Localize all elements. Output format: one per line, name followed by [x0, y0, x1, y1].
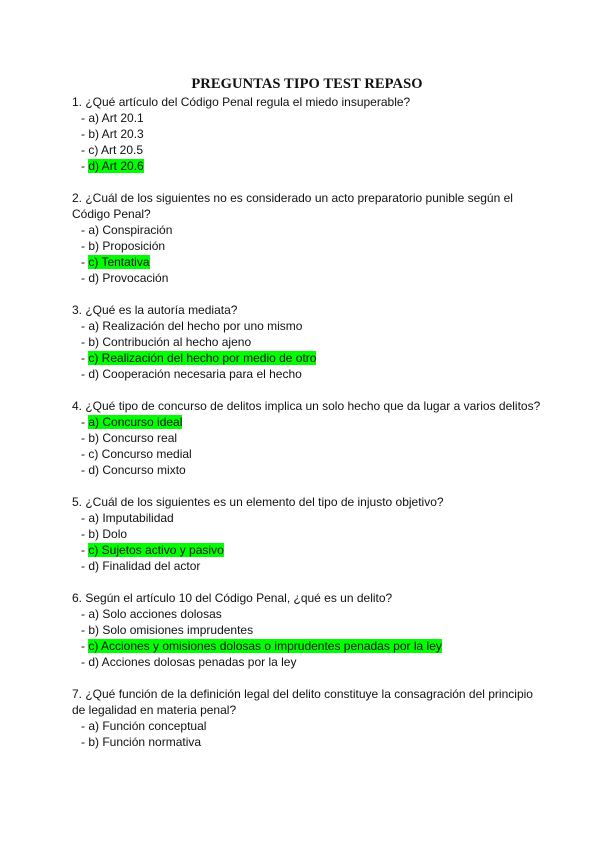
answer-option: [72, 542, 542, 558]
option-dash: -: [81, 623, 89, 637]
option-text: a) Imputabilidad: [88, 511, 174, 525]
option-dash: -: [81, 223, 89, 237]
question-3: [72, 302, 542, 382]
option-dash: -: [81, 543, 89, 557]
option-text: a) Realización del hecho por uno mismo: [88, 319, 303, 333]
option-dash: -: [81, 239, 89, 253]
option-dash: -: [81, 735, 89, 749]
question-list: [72, 94, 542, 750]
document-title: PREGUNTAS TIPO TEST REPASO: [191, 76, 423, 92]
option-dash: -: [81, 127, 89, 141]
correct-answer-highlight: c) Realización del hecho por medio de otro: [88, 351, 317, 365]
answer-option: [72, 350, 542, 366]
document-page: [72, 76, 542, 766]
correct-answer-highlight: c) Tentativa: [88, 255, 150, 269]
answer-option: [72, 222, 542, 238]
question-text: 6. Según el artículo 10 del Código Penal, ¿qué es un delito?: [72, 591, 393, 605]
answer-options: [72, 718, 542, 750]
answer-option: [72, 318, 542, 334]
question-text: 4. ¿Qué tipo de concurso de delitos implica un solo hecho que da lugar a varios delitos?: [72, 399, 541, 413]
correct-answer-highlight: d) Art 20.6: [88, 159, 144, 173]
option-text: c) Concurso medial: [88, 447, 192, 461]
option-dash: -: [81, 335, 89, 349]
option-text: b) Dolo: [88, 527, 128, 541]
answer-option: [72, 334, 542, 350]
answer-options: [72, 110, 542, 174]
option-dash: -: [81, 655, 89, 669]
answer-options: [72, 318, 542, 382]
answer-option: [72, 254, 542, 270]
question-6: [72, 590, 542, 670]
option-text: d) Finalidad del actor: [88, 559, 201, 573]
option-dash: -: [81, 367, 89, 381]
option-text: b) Concurso real: [88, 431, 178, 445]
question-4: [72, 398, 542, 478]
answer-option: [72, 654, 542, 670]
option-text: a) Función conceptual: [88, 719, 207, 733]
question-text: 2. ¿Cuál de los siguientes no es considerado un acto preparatorio punible según el Código Penal?: [72, 191, 513, 221]
answer-options: [72, 414, 542, 478]
answer-option: [72, 638, 542, 654]
answer-option: [72, 414, 542, 430]
option-dash: -: [81, 607, 89, 621]
answer-option: [72, 142, 542, 158]
answer-option: [72, 430, 542, 446]
option-dash: -: [81, 527, 89, 541]
question-text: 1. ¿Qué artículo del Código Penal regula el miedo insuperable?: [72, 95, 411, 109]
answer-option: [72, 366, 542, 382]
option-dash: -: [81, 431, 89, 445]
option-dash: -: [81, 511, 89, 525]
option-dash: -: [81, 255, 89, 269]
answer-option: [72, 718, 542, 734]
answer-option: [72, 606, 542, 622]
question-2: [72, 190, 542, 286]
option-text: d) Cooperación necesaria para el hecho: [88, 367, 302, 381]
option-dash: -: [81, 351, 89, 365]
question-text: 7. ¿Qué función de la definición legal del delito constituye la consagración del principio de legalidad en materia penal?: [72, 687, 533, 717]
option-dash: -: [81, 447, 89, 461]
option-text: a) Art 20.1: [88, 111, 144, 125]
correct-answer-highlight: c) Acciones y omisiones dolosas o imprudentes penadas por la ley: [88, 639, 442, 653]
option-dash: -: [81, 463, 89, 477]
option-dash: -: [81, 271, 89, 285]
answer-option: [72, 446, 542, 462]
answer-option: [72, 238, 542, 254]
option-text: b) Función normativa: [88, 735, 202, 749]
answer-option: [72, 158, 542, 174]
option-dash: -: [81, 559, 89, 573]
answer-option: [72, 462, 542, 478]
answer-option: [72, 526, 542, 542]
answer-option: [72, 734, 542, 750]
question-5: [72, 494, 542, 574]
option-dash: -: [81, 719, 89, 733]
option-dash: -: [81, 111, 89, 125]
option-dash: -: [81, 639, 89, 653]
answer-option: [72, 270, 542, 286]
answer-options: [72, 606, 542, 670]
question-1: [72, 94, 542, 174]
option-text: d) Provocación: [88, 271, 169, 285]
answer-option: [72, 622, 542, 638]
option-text: a) Solo acciones dolosas: [88, 607, 222, 621]
answer-option: [72, 110, 542, 126]
correct-answer-highlight: a) Concurso ideal: [88, 415, 183, 429]
correct-answer-highlight: c) Sujetos activo y pasivo: [88, 543, 224, 557]
answer-option: [72, 558, 542, 574]
answer-option: [72, 126, 542, 142]
answer-options: [72, 510, 542, 574]
option-text: a) Conspiración: [88, 223, 173, 237]
answer-option: [72, 510, 542, 526]
option-text: c) Art 20.5: [88, 143, 144, 157]
question-7: [72, 686, 542, 750]
question-text: 5. ¿Cuál de los siguientes es un elemento del tipo de injusto objetivo?: [72, 495, 444, 509]
option-text: b) Proposición: [88, 239, 166, 253]
option-text: d) Concurso mixto: [88, 463, 186, 477]
option-dash: -: [81, 415, 89, 429]
option-dash: -: [81, 143, 89, 157]
answer-options: [72, 222, 542, 286]
option-dash: -: [81, 319, 89, 333]
question-text: 3. ¿Qué es la autoría mediata?: [72, 303, 238, 317]
option-dash: -: [81, 159, 89, 173]
option-text: b) Art 20.3: [88, 127, 144, 141]
option-text: b) Solo omisiones imprudentes: [88, 623, 254, 637]
option-text: d) Acciones dolosas penadas por la ley: [88, 655, 297, 669]
option-text: b) Contribución al hecho ajeno: [88, 335, 252, 349]
